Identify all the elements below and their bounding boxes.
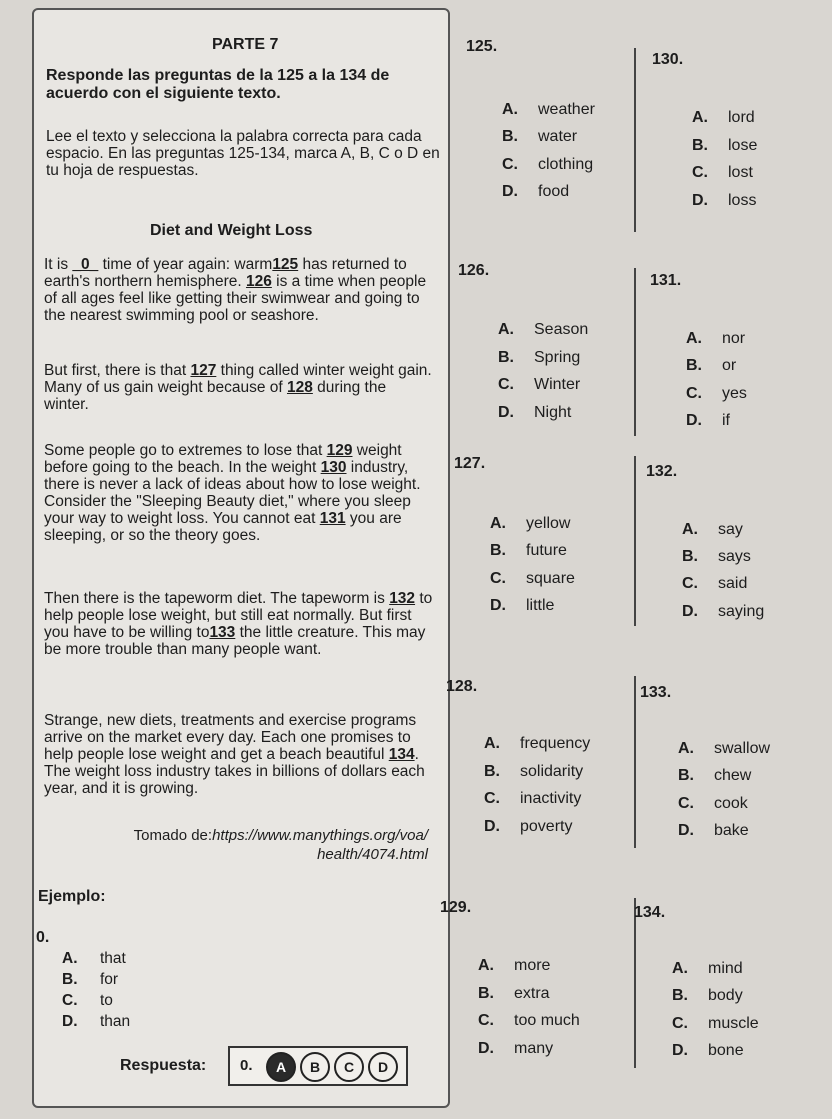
question-option[interactable]: [686, 357, 736, 375]
option-text: bone: [708, 1042, 744, 1059]
option-text: Spring: [534, 349, 581, 366]
column-divider: [634, 898, 636, 1068]
option-text: mind: [708, 960, 743, 977]
option-text: many: [514, 1040, 554, 1057]
question-option[interactable]: [692, 192, 756, 210]
option-letter: D.: [490, 597, 506, 614]
option-letter: C.: [692, 164, 708, 181]
option-text: cook: [714, 795, 748, 812]
option-letter: A.: [678, 740, 694, 757]
instruction-text: Lee el texto y selecciona la palabra correcta para cada espacio. En las preguntas 125-134, marca A, B, C o D en tu hoja de respuestas.: [46, 128, 440, 179]
option-letter: C.: [478, 1012, 494, 1029]
text: It is: [44, 256, 73, 273]
option-text: or: [722, 357, 737, 374]
option-letter: B.: [678, 767, 694, 784]
question-number: 127.: [454, 455, 486, 472]
blank-125: 125: [272, 256, 299, 273]
column-divider: [634, 268, 636, 436]
question-number: 125.: [466, 38, 498, 55]
option-text: bake: [714, 822, 749, 839]
option-text: than: [100, 1013, 131, 1030]
option-text: chew: [714, 767, 752, 784]
blank-134: 134: [388, 746, 415, 763]
text: thing called winter weight gain. Many of us gain weight because of: [44, 362, 432, 396]
question-option[interactable]: [490, 515, 570, 533]
option-letter: A.: [502, 101, 518, 118]
option-text: clothing: [538, 156, 594, 173]
source-url: health/4074.html: [317, 846, 428, 863]
text: you are sleeping, or so the theory goes.: [44, 510, 402, 544]
question-option[interactable]: [478, 1012, 580, 1030]
option-text: poverty: [520, 818, 573, 835]
question-number: 133.: [640, 684, 672, 701]
question-option[interactable]: [502, 156, 593, 174]
option-text: loss: [728, 192, 757, 209]
column-divider: [634, 48, 636, 232]
option-text: that: [100, 950, 126, 967]
option-letter: A.: [498, 321, 514, 338]
example-option: [62, 971, 118, 989]
option-letter: C.: [62, 992, 78, 1009]
question-option[interactable]: [672, 987, 743, 1005]
option-text: weather: [538, 101, 595, 118]
instruction-bold: Responde las preguntas de la 125 a la 134 de acuerdo con el siguiente texto.: [46, 67, 390, 102]
option-letter: B.: [682, 548, 698, 565]
paragraph-3: [44, 442, 434, 544]
question-option[interactable]: [692, 164, 753, 182]
option-text: says: [718, 548, 751, 565]
option-letter: D.: [672, 1042, 688, 1059]
source-url: https://www.manythings.org/voa/: [212, 827, 428, 844]
blank-133: 133: [209, 624, 236, 641]
option-letter: B.: [498, 349, 514, 366]
question-option[interactable]: [490, 597, 554, 615]
column-divider: [634, 456, 636, 626]
option-letter: D.: [682, 603, 698, 620]
option-letter: B.: [490, 542, 506, 559]
option-text: body: [708, 987, 743, 1004]
answer-label: Respuesta:: [120, 1057, 207, 1074]
blank-131: 131: [319, 510, 346, 527]
question-option[interactable]: [682, 548, 751, 566]
example-option: [62, 1013, 130, 1031]
option-letter: A.: [62, 950, 78, 967]
text: during the winter.: [44, 379, 387, 413]
option-letter: B.: [62, 971, 78, 988]
option-text: lord: [728, 109, 755, 126]
option-letter: D.: [678, 822, 694, 839]
option-letter: C.: [682, 575, 698, 592]
blank-130: 130: [320, 459, 347, 476]
text: has returned to earth's northern hemisphere.: [44, 256, 407, 290]
option-letter: A.: [692, 109, 708, 126]
part-title: PARTE 7: [212, 36, 279, 53]
option-letter: A.: [478, 957, 494, 974]
text: the little creature. This may be more trouble than many people want.: [44, 624, 426, 658]
question-option[interactable]: [502, 128, 577, 146]
option-letter: C.: [490, 570, 506, 587]
question-option[interactable]: [692, 109, 755, 127]
source-citation: [88, 826, 428, 864]
option-text: water: [538, 128, 578, 145]
answer-bubble-c[interactable]: C: [334, 1052, 364, 1082]
question-option[interactable]: [498, 321, 588, 339]
option-text: for: [100, 971, 119, 988]
blank-127: 127: [190, 362, 217, 379]
text: Then there is the tapeworm diet. The tapeworm is: [44, 590, 390, 607]
text: time of year again: warm: [98, 256, 273, 273]
question-option[interactable]: [502, 101, 595, 119]
option-letter: C.: [502, 156, 518, 173]
question-option[interactable]: [490, 570, 575, 588]
answer-sheet-box: [228, 1046, 408, 1086]
option-text: nor: [722, 330, 746, 347]
option-text: saying: [718, 603, 765, 620]
question-number: 128.: [446, 678, 478, 695]
option-letter: C.: [672, 1015, 688, 1032]
option-text: extra: [514, 985, 550, 1002]
option-text: if: [722, 412, 730, 429]
option-letter: A.: [672, 960, 688, 977]
option-text: lose: [728, 137, 758, 154]
option-text: yes: [722, 385, 747, 402]
question-option[interactable]: [484, 818, 572, 836]
question-option[interactable]: [678, 767, 751, 785]
option-text: food: [538, 183, 570, 200]
text: industry, there is never a lack of ideas about how to lose weight. Consider the "Sleeping Beauty diet," where you sleep your way to weight loss. You cannot eat: [44, 459, 421, 527]
paragraph-5: [44, 712, 434, 797]
option-letter: B.: [672, 987, 688, 1004]
option-letter: C.: [678, 795, 694, 812]
text: Strange, new diets, treatments and exercise programs arrive on the market every day. Each one promises to help people lose weight and get a beach beautiful: [44, 712, 417, 763]
question-option[interactable]: [686, 385, 747, 403]
question-number: 134.: [634, 904, 666, 921]
question-option[interactable]: [498, 376, 580, 394]
example-option: [62, 992, 113, 1010]
example-number: 0.: [36, 929, 50, 946]
option-text: swallow: [714, 740, 771, 757]
document-title: Diet and Weight Loss: [150, 222, 313, 239]
option-text: Season: [534, 321, 589, 338]
text: But first, there is that: [44, 362, 191, 379]
option-letter: C.: [498, 376, 514, 393]
question-option[interactable]: [682, 521, 743, 539]
text: . The weight loss industry takes in billions of dollars each year, and it is growing.: [44, 746, 425, 797]
option-text: yellow: [526, 515, 571, 532]
question-option[interactable]: [686, 330, 745, 348]
question-number: 129.: [440, 899, 472, 916]
text: weight before going to the beach. In the weight: [44, 442, 402, 476]
question-number: 130.: [652, 51, 684, 68]
answer-bubble-b[interactable]: B: [300, 1052, 330, 1082]
option-text: solidarity: [520, 763, 584, 780]
option-text: muscle: [708, 1015, 759, 1032]
question-option[interactable]: [682, 603, 764, 621]
option-text: inactivity: [520, 790, 582, 807]
option-letter: D.: [502, 183, 518, 200]
answer-bubble-d[interactable]: D: [368, 1052, 398, 1082]
option-text: frequency: [520, 735, 591, 752]
option-letter: B.: [686, 357, 702, 374]
answer-bubble-a[interactable]: A: [266, 1052, 296, 1082]
question-option[interactable]: [678, 795, 748, 813]
option-text: Winter: [534, 376, 581, 393]
question-option[interactable]: [490, 542, 567, 560]
question-option[interactable]: [678, 822, 749, 840]
option-text: say: [718, 521, 743, 538]
option-text: future: [526, 542, 567, 559]
option-letter: C.: [484, 790, 500, 807]
answer-number: 0.: [240, 1057, 253, 1074]
option-letter: A.: [490, 515, 506, 532]
option-letter: B.: [484, 763, 500, 780]
question-option[interactable]: [502, 183, 569, 201]
option-text: lost: [728, 164, 753, 181]
option-letter: B.: [478, 985, 494, 1002]
paragraph-2: [44, 362, 434, 413]
question-option[interactable]: [678, 740, 770, 758]
option-text: square: [526, 570, 575, 587]
option-letter: C.: [686, 385, 702, 402]
text: to help people lose weight, but still eat normally. But first you have to be willing to: [44, 590, 433, 641]
option-letter: B.: [692, 137, 708, 154]
question-number: 132.: [646, 463, 678, 480]
question-option[interactable]: [478, 985, 550, 1003]
question-option[interactable]: [484, 763, 583, 781]
example-label: Ejemplo:: [38, 888, 106, 905]
option-letter: D.: [692, 192, 708, 209]
paragraph-1: [44, 256, 434, 324]
blank-129: 129: [326, 442, 353, 459]
option-text: Night: [534, 404, 572, 421]
example-option: [62, 950, 126, 968]
blank-128: 128: [286, 379, 313, 396]
option-letter: D.: [478, 1040, 494, 1057]
blank-126: 126: [245, 273, 272, 290]
question-option[interactable]: [498, 404, 571, 422]
option-text: to: [100, 992, 113, 1009]
question-option[interactable]: [478, 1040, 553, 1058]
option-letter: A.: [682, 521, 698, 538]
question-option[interactable]: [692, 137, 757, 155]
blank-132: 132: [389, 590, 416, 607]
option-letter: D.: [62, 1013, 78, 1030]
option-text: little: [526, 597, 555, 614]
question-option[interactable]: [484, 735, 590, 753]
option-letter: D.: [498, 404, 514, 421]
text: is a time when people of all ages feel like getting their swimwear and going to the nearest swimming pool or seashore.: [44, 273, 427, 324]
option-letter: D.: [686, 412, 702, 429]
question-option[interactable]: [686, 412, 730, 430]
source-label: Tomado de:: [133, 827, 213, 844]
question-option[interactable]: [672, 1042, 744, 1060]
blank-0: _0_: [72, 256, 99, 273]
question-option[interactable]: [498, 349, 580, 367]
option-letter: A.: [686, 330, 702, 347]
question-option[interactable]: [672, 1015, 759, 1033]
question-option[interactable]: [672, 960, 743, 978]
paragraph-4: [44, 590, 434, 658]
question-option[interactable]: [682, 575, 747, 593]
question-option[interactable]: [484, 790, 581, 808]
option-letter: D.: [484, 818, 500, 835]
option-letter: A.: [484, 735, 500, 752]
option-text: too much: [514, 1012, 580, 1029]
option-letter: B.: [502, 128, 518, 145]
option-text: more: [514, 957, 551, 974]
column-divider: [634, 676, 636, 848]
option-text: said: [718, 575, 748, 592]
question-number: 131.: [650, 272, 682, 289]
text: Some people go to extremes to lose that: [44, 442, 327, 459]
question-option[interactable]: [478, 957, 550, 975]
question-number: 126.: [458, 262, 490, 279]
